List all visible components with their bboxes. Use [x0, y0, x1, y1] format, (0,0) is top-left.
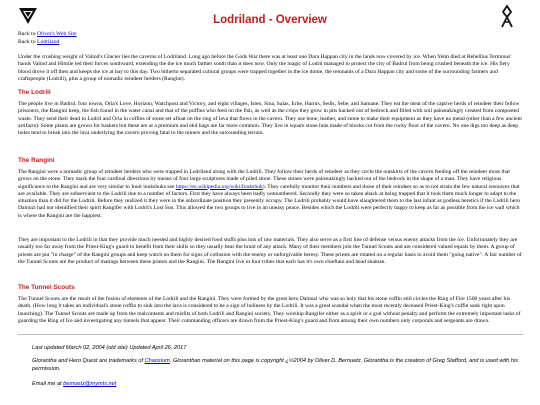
footer-divider	[18, 334, 523, 335]
section-heading-rangini: The Rangini	[18, 157, 55, 164]
chaosium-link[interactable]: Chaosium	[144, 358, 170, 364]
section-heading-tunnel-scouts: The Tunnel Scouts	[18, 284, 75, 291]
back-prefix: Back to	[18, 39, 37, 45]
email-prefix: Email me at	[32, 381, 64, 387]
lodriland-link[interactable]: Lodriland	[36, 39, 60, 45]
copyright-text: . Gloranthan material on this page is copyright ¿½2004 by Oliver D. Bernuetz. Glorantha is the creation of Greg Stafford, and is used with his permission.	[32, 358, 518, 372]
rangini-text: The Rangini were a nomadic group of reindeer herders who were trapped in Lodriland along with the Lodrili. They follow their herds of reindeer as they circle the outskirts of the cavern feeding off the reindeer moss that grows on the stone. They mark the four cardinal directions by means of four large sculptures made of piled stone. These stones were painstakingly hacked out of the bedrock in the shape of a man. They have religious significance to the Rangini and are very similar to Inuit inukshuks see https://en.wikipedia.org/wiki/Inukshuk). They carefully monitor their numbers and those of their reindeer so as to not strain the few natural resources that are available. They are subservient to the Lodrili due to a number of factors. First they have always been badly outnumbered. Secondly they were so taken aback at being trapped that it took them much longer to adapt to the situation than it did for the Lodrili. Before they realized it they were in the subordinate position they presently occupy. The Lodrili probably would have slaughtered them to the last infant as godless heretics if the Lodrili hero Damuzi had not identified their spirit Rangifer with Lodril's Lost Son. This allowed the two groups to live in an uneasy peace. Besides which the Lodrili were perfectly happy to keep as far as possible from the ice wall which is where the Rangini are the happiest.	[18, 169, 521, 219]
back-prefix: Back to	[18, 31, 37, 37]
rangini-paragraph-2: They are important to the Lodrili in that they provide much needed and highly desired food stuffs plus lots of raw materials. They also serve as a first line of defense versus enemy attacks from the ice. Unfortunately they are usually too far away from the Priest-King's guard to benefit from their skills so they usually bear the brunt of any attack. Many of their members join the Tunnel Scouts and are considered valued equals by them. A group of priests are put "in charge" of the Rangini groups and keep watch on them for signs of collusion with the enemy or unforgivable heresy. These priests are rotated on a regular basis to avoid them "going native". A fair number of the Tunnel Scouts are the product of matings between these priests and the Rangini. The Rangini live in four tribes that each has it's own chieftain and head shaman.	[18, 237, 522, 265]
back-link-row	[18, 39, 59, 46]
rune-glyph-icon	[500, 5, 514, 29]
email-link[interactable]: bernuetz@mymts.net	[63, 381, 117, 387]
page-title: Lodriland - Overview	[213, 14, 327, 26]
intro-paragraph: Under the crushing weight of Valind's Glacier lies the caverns of Lodriland. Long ago before the Gods War there was at least one Dara Happan city in the lands now covered by ice. When Yelm died at Rebellius Terminus' hands Valind and Himile led their forces southward, extending the the ice much farther south than it does now. Only the magic of Lodril managed to protect the city of Badrul from being crushed beneath the ice. His fiery blood drove it off then and keeps the ice at bay to this day. Two hitherto separated cultural groups were trapped together in the ice dome, the remnants of a Dara Happan city and some of the surrounding farmers and craftspeople (Lodrili), plus a group of nomadic reindeer herders (Rangini).	[18, 54, 512, 82]
email-line	[32, 381, 522, 389]
trademark-text: Glorantha and Hero Quest are trademarks of	[32, 358, 145, 364]
last-updated-text: Last updated March 02, 2004 (old site) Updated April 26, 2017	[32, 345, 187, 351]
rangini-paragraph-1	[18, 169, 523, 220]
olivers-web-site-link[interactable]: Oliver's Web Site	[36, 31, 77, 37]
section-heading-lodrili: The Lodrili	[18, 89, 51, 96]
page-header	[0, 0, 540, 38]
tunnel-scouts-paragraph: The Tunnel Scouts are the result of the fusion of elements of the Lodrili and the Rangini. They were formed by the great hero Damuzi who was so holy that his stone coffin still circles the Ring of Fire 1500 years after his death. (How long it takes an individual's stone coffin to sink into the lava is considered to be a sign of holiness by the Lodrili. It was a great scandal when the most recently deceased Priest-King's coffin sank right upon launching). The Tunnel Scouts are made up from the malcontents and misfits of both Lodrili and Rangini society. They worship Rangifer either as a spirit or a god without penalty and perform the extremely important tasks of guarding the Ring of Ice and investigating any tunnels that appear. Their commanding officers are drawn from the Priest-King's guard and from among their own numbers only corporals and sergeants are drawn.	[18, 296, 521, 324]
trademark-notice	[32, 358, 522, 373]
back-link-row	[18, 31, 77, 38]
inukshuk-wikipedia-link[interactable]: https://en.wikipedia.org/wiki/Inukshuk	[175, 183, 263, 190]
lodrili-paragraph: The people live in Badrul, four towns, Oria's Love, Horizon, Watchpost and Victory, and eight villages, Isten, Sina, Salas, Erbe, Harnis, Sedis, Sebe, and Samane. They eat the meat of the captive herds of reindeer their fellow prisoners, the Rangini keep, the fish found in the water canal and that of the puffins who feed on the fish, as well as the crops they grow in pits hacked out of bedrock and filled with soil painstakingly created from composted waste. They send their dead to Lodril and Oria in coffins of stone set afloat on the ring of lava that flows in the cavern. They use bone, leather, and stone to make their equipment as they have no metal (other than a few ancient artifacts). Some plants are grown for baskets but these are at a premium and ekd bags are far more common. They live in square stone huts made of blocks cut from the rocky floor of the cavern. No one digs too deep as deep holes tend to break into the lava underlying the cavern proving fatal to the miners and the surrounding terrain.	[18, 101, 522, 137]
